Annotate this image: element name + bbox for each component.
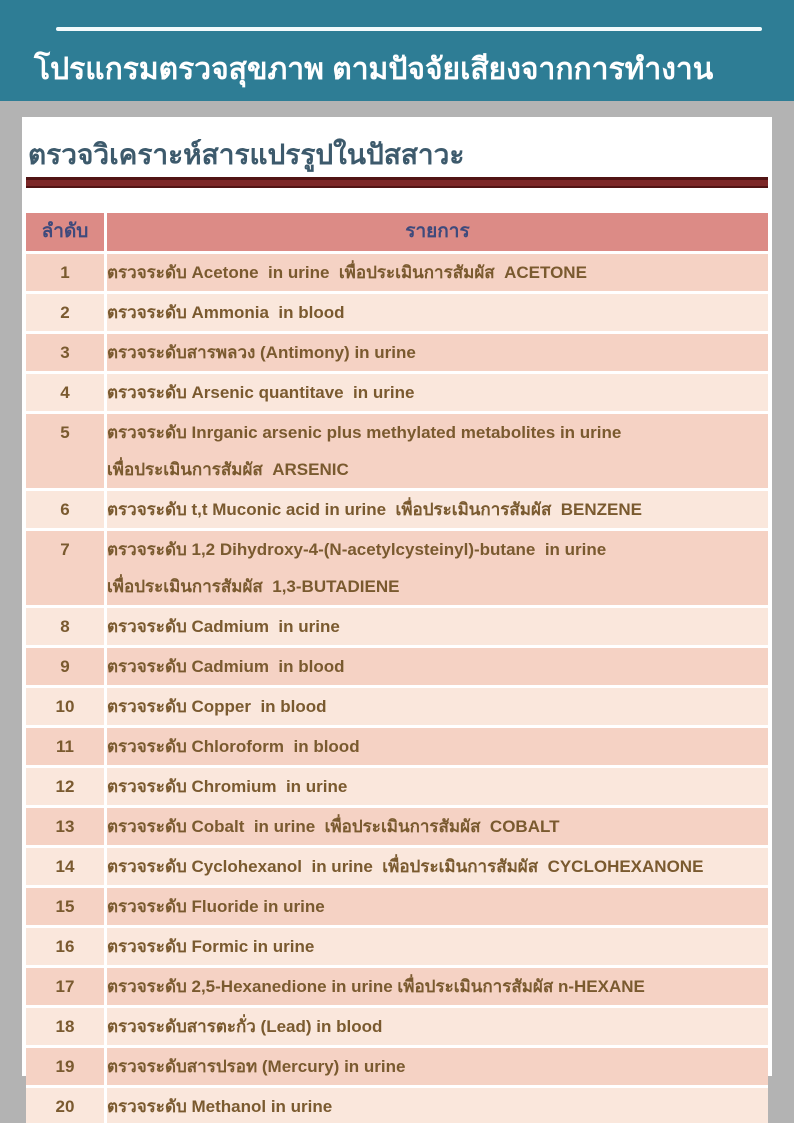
row-number: 16 xyxy=(26,927,106,967)
row-item xyxy=(106,413,769,490)
table-row xyxy=(26,373,768,413)
row-number: 20 xyxy=(26,1087,106,1123)
row-number: 10 xyxy=(26,687,106,727)
table-row xyxy=(26,727,768,767)
row-item xyxy=(106,847,769,887)
row-item xyxy=(106,687,769,727)
row-number: 19 xyxy=(26,1047,106,1087)
row-item xyxy=(106,887,769,927)
row-item-line: ตรวจระดับ Cyclohexanol in urine เพื่อประเมินการสัมผัส CYCLOHEXANONE xyxy=(107,857,704,876)
row-item-line: ตรวจระดับ Cadmium in urine xyxy=(107,617,340,636)
row-number: 4 xyxy=(26,373,106,413)
row-item-line: ตรวจระดับ t,t Muconic acid in urine เพื่อประเมินการสัมผัส BENZENE xyxy=(107,500,642,519)
table-row xyxy=(26,767,768,807)
row-item xyxy=(106,727,769,767)
table-row xyxy=(26,687,768,727)
table-row xyxy=(26,1087,768,1123)
row-number: 8 xyxy=(26,607,106,647)
row-number: 17 xyxy=(26,967,106,1007)
row-item-line: ตรวจระดับ Chloroform in blood xyxy=(107,737,360,756)
row-item-line: ตรวจระดับ Chromium in urine xyxy=(107,777,348,796)
row-item-line: ตรวจระดับ Fluoride in urine xyxy=(107,897,325,916)
content-panel xyxy=(22,117,772,1116)
row-item xyxy=(106,607,769,647)
section-divider xyxy=(26,177,768,188)
row-number: 18 xyxy=(26,1007,106,1047)
row-number: 13 xyxy=(26,807,106,847)
row-item xyxy=(106,530,769,607)
row-item xyxy=(106,1007,769,1047)
row-item xyxy=(106,490,769,530)
row-item-line: ตรวจระดับ Methanol in urine xyxy=(107,1097,333,1116)
row-number: 6 xyxy=(26,490,106,530)
row-number: 3 xyxy=(26,333,106,373)
row-number: 11 xyxy=(26,727,106,767)
table-row xyxy=(26,647,768,687)
table-row xyxy=(26,490,768,530)
row-item-line: ตรวจระดับ Inrganic arsenic plus methylated metabolites in urine xyxy=(107,423,622,442)
table-row xyxy=(26,807,768,847)
row-item-line: ตรวจระดับ Cadmium in blood xyxy=(107,657,345,676)
row-number: 2 xyxy=(26,293,106,333)
table-header-row xyxy=(26,213,768,253)
row-number: 1 xyxy=(26,253,106,293)
column-header-item: รายการ xyxy=(106,213,769,253)
row-item-line: ตรวจระดับสารตะกั่ว (Lead) in blood xyxy=(107,1017,383,1036)
header-banner xyxy=(0,0,794,101)
row-item xyxy=(106,767,769,807)
row-number: 9 xyxy=(26,647,106,687)
page-title: โปรแกรมตรวจสุขภาพ ตามปัจจัยเสียงจากการทำงาน xyxy=(34,53,714,86)
row-item xyxy=(106,967,769,1007)
table-row xyxy=(26,293,768,333)
row-number: 14 xyxy=(26,847,106,887)
row-item xyxy=(106,647,769,687)
row-item xyxy=(106,373,769,413)
table-row xyxy=(26,927,768,967)
row-item-line: ตรวจระดับสารปรอท (Mercury) in urine xyxy=(107,1057,406,1076)
row-item-line: ตรวจระดับ Ammonia in blood xyxy=(107,303,345,322)
row-item-line: ตรวจระดับ Formic in urine xyxy=(107,937,315,956)
row-item-line: เพื่อประเมินการสัมผัส 1,3-BUTADIENE xyxy=(107,577,400,596)
row-item xyxy=(106,293,769,333)
row-number: 7 xyxy=(26,530,106,607)
row-item-line: ตรวจระดับ 2,5-Hexanedione in urine เพื่อประเมินการสัมผัส n-HEXANE xyxy=(107,977,645,996)
row-item-line: ตรวจระดับ Cobalt in urine เพื่อประเมินการสัมผัส COBALT xyxy=(107,817,560,836)
table-row xyxy=(26,607,768,647)
row-number: 12 xyxy=(26,767,106,807)
row-item-line: ตรวจระดับ Arsenic quantitave in urine xyxy=(107,383,415,402)
table-row xyxy=(26,887,768,927)
section-title: ตรวจวิเคราะห์สารแปรรูปในปัสสาวะ xyxy=(28,139,465,170)
table-row xyxy=(26,413,768,490)
row-item-line: ตรวจระดับ Acetone in urine เพื่อประเมินการสัมผัส ACETONE xyxy=(107,263,587,282)
row-item xyxy=(106,807,769,847)
row-item xyxy=(106,1087,769,1123)
tests-table xyxy=(26,213,768,1123)
column-header-number: ลำดับ xyxy=(26,213,106,253)
table-row xyxy=(26,253,768,293)
row-item-line: เพื่อประเมินการสัมผัส ARSENIC xyxy=(107,460,349,479)
row-item-line: ตรวจระดับ Copper in blood xyxy=(107,697,327,716)
table-row xyxy=(26,967,768,1007)
row-item xyxy=(106,1047,769,1087)
row-number: 15 xyxy=(26,887,106,927)
banner-underline xyxy=(56,27,762,31)
table-row xyxy=(26,847,768,887)
row-item-line: ตรวจระดับสารพลวง (Antimony) in urine xyxy=(107,343,416,362)
row-number: 5 xyxy=(26,413,106,490)
table-row xyxy=(26,333,768,373)
row-item xyxy=(106,253,769,293)
table-row xyxy=(26,530,768,607)
row-item xyxy=(106,333,769,373)
table-row xyxy=(26,1047,768,1087)
row-item xyxy=(106,927,769,967)
row-item-line: ตรวจระดับ 1,2 Dihydroxy-4-(N-acetylcysteinyl)-butane in urine xyxy=(107,540,607,559)
table-row xyxy=(26,1007,768,1047)
